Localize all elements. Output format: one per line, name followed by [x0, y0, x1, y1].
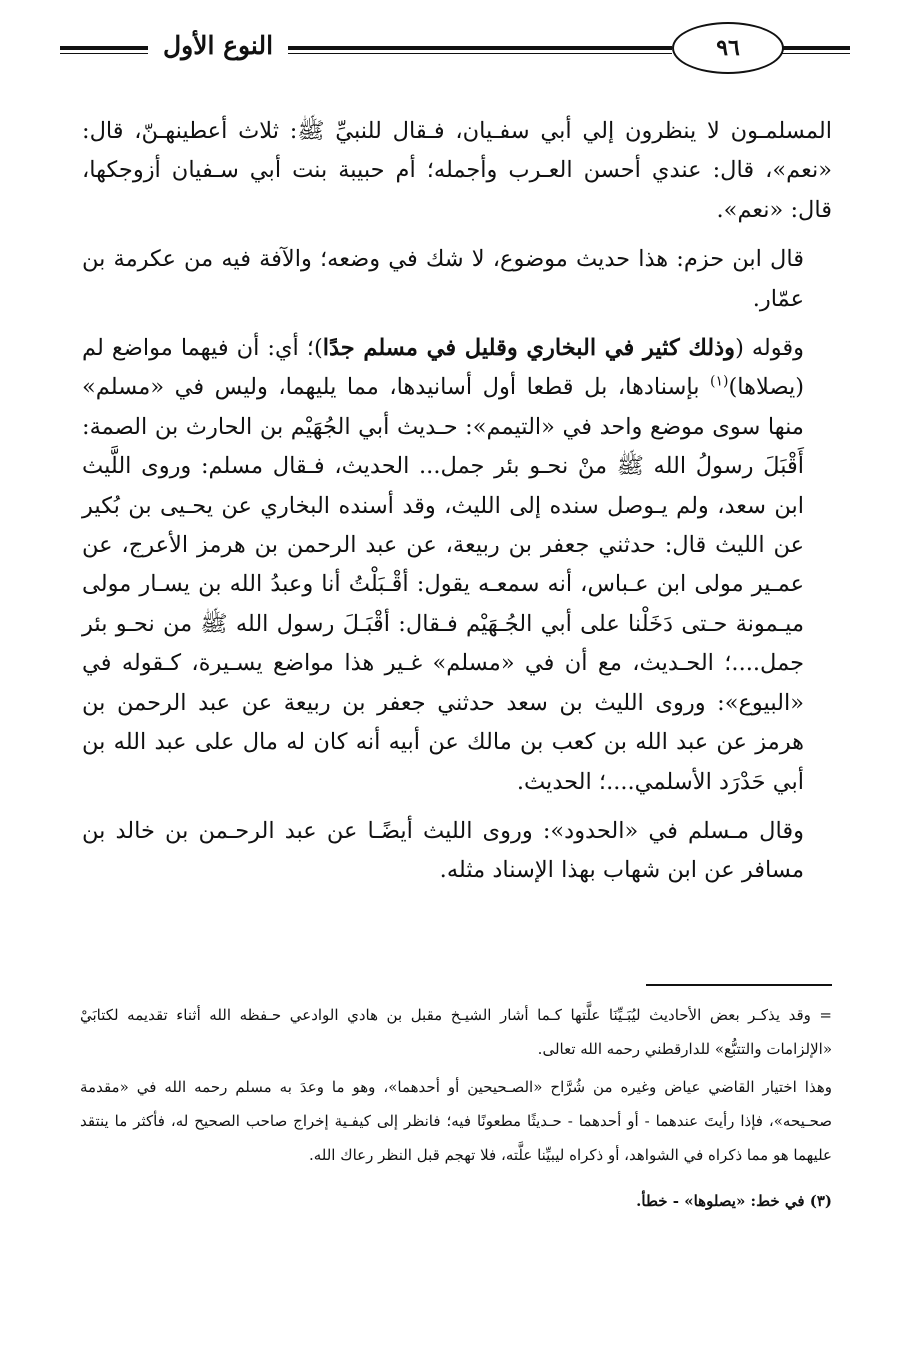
paragraph-1: المسلمـون لا ينظرون إلي أبي سفـيان، فـقال للنبيِّ ﷺ: ثلاث أعطينهـنّ، قال: «نعم»، قال: عندي أحسن العـرب وأجمله؛ أم حبيبة بنت أبي سـفيان أزوجكها، قال: «نعم».	[82, 118, 832, 223]
header-rule-middle	[288, 46, 672, 50]
footnote-marker: (١)	[710, 373, 729, 390]
header-rule-right	[780, 46, 850, 50]
paragraph-3-after-quote: )؛ أي: أن فيهما مواضع لم (يصلاها)	[82, 335, 804, 401]
chapter-title: النوع الأول	[148, 26, 288, 66]
footnote-separator	[646, 984, 832, 986]
header-rule-middle-thin	[288, 53, 672, 54]
main-text	[82, 112, 832, 891]
quoted-phrase: وذلك كثير في البخاري وقليل في مسلم جدًا	[322, 335, 736, 362]
footnotes	[80, 998, 832, 1218]
header-rule-left-thin	[60, 53, 148, 54]
page-number: ٩٦	[672, 22, 784, 74]
header-rule-right-thin	[780, 53, 850, 54]
header-rule-left	[60, 46, 148, 50]
paragraph-3-intro: وقوله (	[735, 335, 804, 362]
paragraph-3-rest: بإسنادها، بل قطعا أول أسانيدها، مما يليهما، وليس في «مسلم» منها سوى موضع واحد في «التيمم»: حـديث أبي الجُهَيْم بن الحارث بن الصمة: أَقْبَلَ رسولُ الله ﷺ منْ نحـو بئر جمل... الحديث، فـقال مسلم: وروى اللَّيث ابن سعد، ولم يـوصل سنده إلى الليث، وقد أسنده البخاري عن يحـيى بن بُكير عن الليث قال: حدثني جعفر بن ربيعة، عن عبد الرحمن بن هرمز الأعرج، عن عمـير مولى ابن عـباس، أنه سمعـه يقول: أقْـبَلْتُ أنا وعبدُ الله بن يسـار مولى ميـمونة حـتى دَخَلْنا على أبي الجُـهَيْم فـقال: أقْبَـلَ رسول الله ﷺ من نحـو بئر جمل....؛ الحـديث، مع أن في «مسلم» غـير هذا مواضع يسـيرة، كـقوله في «البيوع»: وروى الليث بن سعد حدثني جعفر بن ربيعة عن عبد الرحمن بن هرمز عن عبد الله بن كعب بن مالك عن أبيه أنه كان له مال على عبد الله بن أبي حَدْرَد الأسلمي....؛ الحديث.	[82, 374, 804, 795]
footnote-continuation: = وقد يذكـر بعض الأحاديث ليُبَـيِّنَا علَّتها كـما أشار الشيـخ مقبل بن هادي الوادعي حـفظه الله أثناء تقديمه لكتابَيْ «الإلزامات والتتبُّع» للدارقطني رحمه الله تعالى.	[80, 1006, 832, 1058]
paragraph-4: وقال مـسلم في «الحدود»: وروى الليث أيضًـا عن عبد الرحـمن بن خالد بن مسافر عن ابن شهاب بهذا الإسناد مثله.	[82, 817, 804, 884]
footnote-paragraph: وهذا اختيار القاضي عياض وغيره من شُرَّاح «الصـحيحين أو أحدهما»، وهو ما وعدَ به مسلم رحمه الله في «مقدمة صحـيحه»، فإذا رأيتَ عندهما - أو أحدهما - حـديثًا مطعونًا فيه؛ فانظر إلى كيفـية إخراج صاحب الصحيح له، فأكثر ما ينتقد عليهما هو مما ذكراه في الشواهد، أو ذكراه ليبيِّنا علَّته، فلا تهجم قبل النظر رعاك الله.	[80, 1078, 832, 1164]
footnote-3: (٣) في خط: «يصلوها» - خطأ.	[636, 1192, 832, 1210]
paragraph-2: قال ابن حزم: هذا حديث موضوع، لا شك في وضعه؛ والآفة فيه من عكرمة بن عمّار.	[82, 246, 804, 312]
running-header	[60, 22, 850, 74]
paragraph-3	[82, 329, 832, 802]
